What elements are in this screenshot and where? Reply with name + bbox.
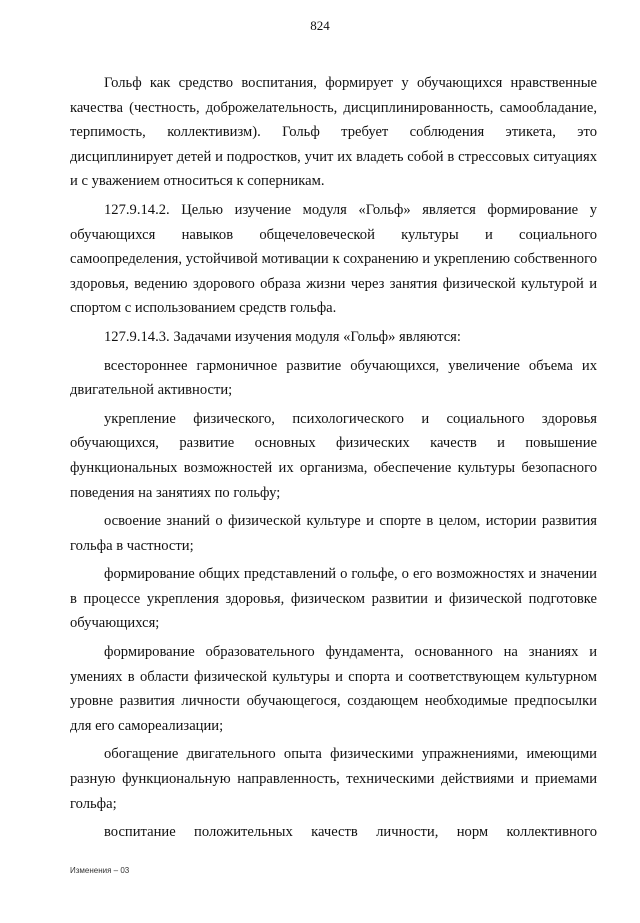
paragraph-intro: Гольф как средство воспитания, формирует у обучающихся нравственные качества (честность, доброжелательность, дисциплинированность, самообладание, терпимость, коллективизм). Гольф требует соблюдения этикета, это дисциплинирует детей и подростков, учит их владеть собой в стрессовых ситуациях и с уважением относиться к соперникам. (70, 75, 597, 190)
list-item: формирование общих представлений о гольфе, о его возможностях и значении в процессе укрепления здоровья, физическом развитии и физической подготовке обучающихся; (70, 566, 597, 632)
list-item: формирование образовательного фундамента, основанного на знаниях и умениях в области физической культуры и спорта и соответствующем культурном уровне развития личности обучающегося, создающем необходимые предпосылки для его самореализации; (70, 644, 597, 734)
paragraph-tasks-heading: 127.9.14.3. Задачами изучения модуля «Гольф» являются: (104, 328, 461, 345)
paragraph-goal: 127.9.14.2. Целью изучение модуля «Гольф» является формирование у обучающихся навыков общечеловеческой культуры и социального самоопределения, устойчивой мотивации к сохранению и укреплению собственного здоровья, ведению здорового образа жизни через занятия физической культурой и спортом с использованием средств гольфа. (70, 201, 597, 317)
list-item: укрепление физического, психологического и социального здоровья обучающихся, развитие основных физических качеств и повышение функциональных возможностей их организма, обеспечение культуры безопасного поведения на занятиях по гольфу; (70, 410, 597, 501)
page-number: 824 (310, 18, 330, 33)
list-item: всестороннее гармоничное развитие обучающихся, увеличение объема их двигательной активности; (70, 357, 597, 399)
list-item: обогащение двигательного опыта физическими упражнениями, имеющими разную функциональную направленность, техническими действиями и приемами гольфа; (70, 746, 597, 812)
list-item: воспитание положительных качеств личности, норм коллективного (104, 824, 597, 841)
body-text (70, 71, 597, 849)
revision-footer: Изменения – 03 (70, 866, 130, 875)
list-item: освоение знаний о физической культуре и спорте в целом, истории развития гольфа в частности; (70, 513, 597, 554)
